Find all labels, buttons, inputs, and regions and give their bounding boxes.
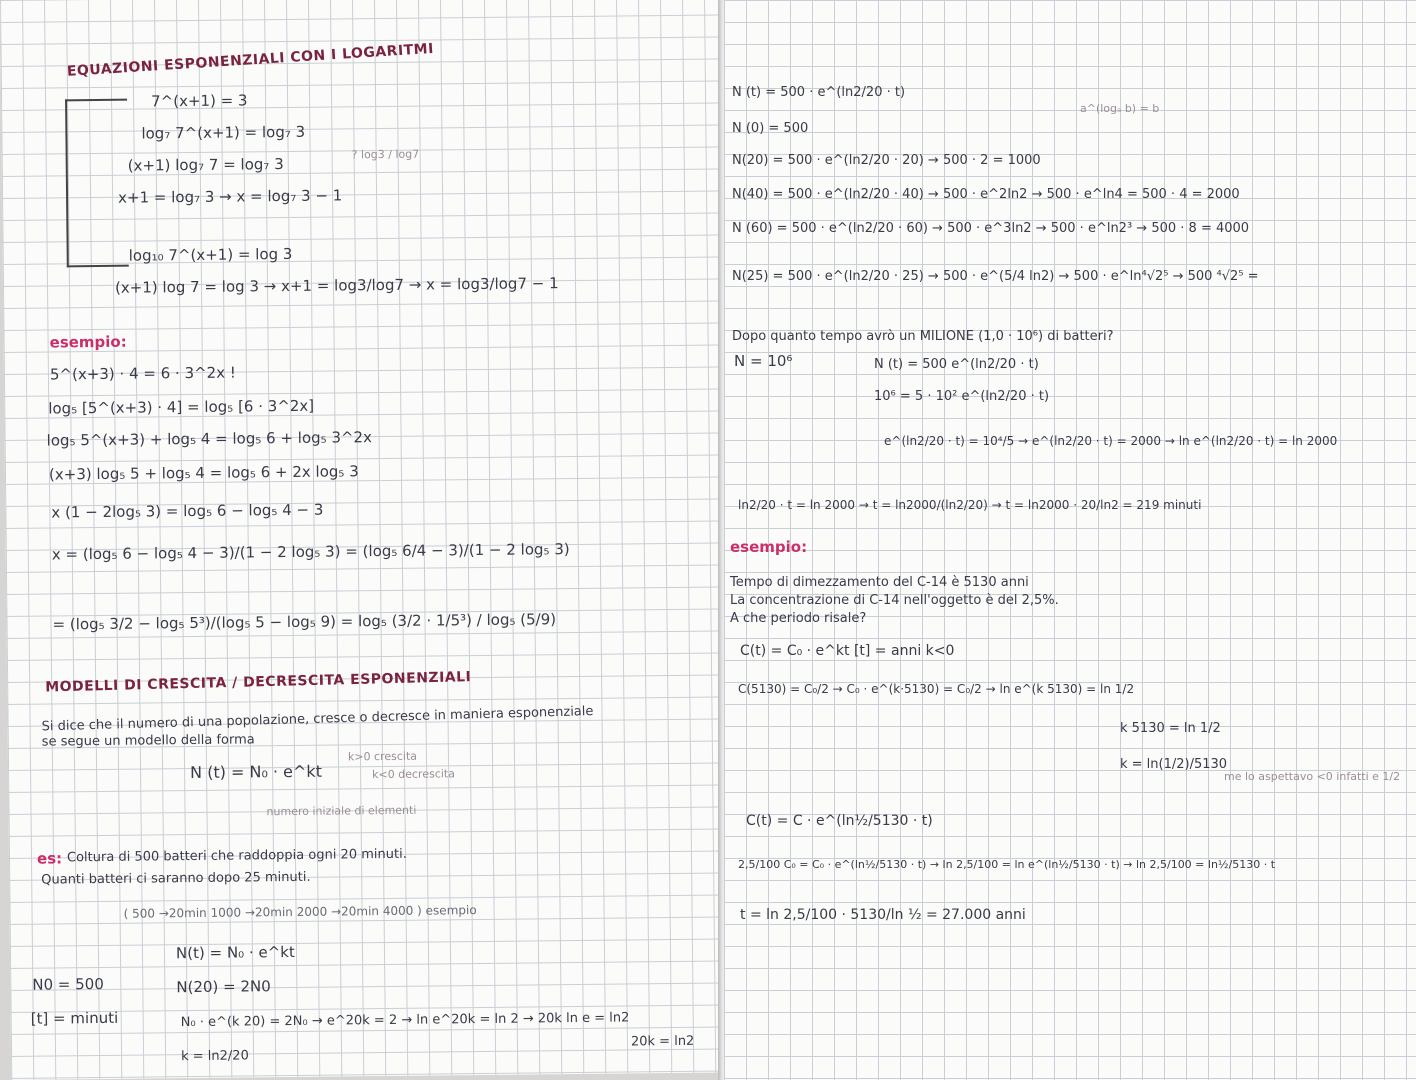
system-line: N(20) = 2N0 [176,977,271,997]
system-line: N(t) = N₀ · e^kt [175,942,295,963]
problem-line: Coltura di 500 batteri che raddoppia ogni 20 minuti. [66,846,407,866]
paragraph-line: Si dice che il numero di una popolazione, cresce o decresce in maniera esponenziale [41,704,594,735]
equation-line: N(25) = 500 · e^(ln2/20 · 25) → 500 · e^(5/4 ln2) → 500 · e^ln⁴√2⁵ → 500 ⁴√2⁵ = [732,269,1259,284]
equation-line: N (t) = 500 · e^(ln2/20 · t) [732,85,906,100]
solve-line: ln2/20 · t = ln 2000 → t = ln2000/(ln2/20) → t = ln2000 · 20/ln2 = 219 minuti [738,498,1202,512]
solve-line: e^(ln2/20 · t) = 10⁴/5 → e^(ln2/20 · t) = 2000 → ln e^(ln2/20 · t) = ln 2000 [884,434,1338,448]
note-n0: numero iniziale di elementi [266,803,417,819]
formula: N (t) = N₀ · e^kt [190,761,323,783]
corner-note: a^(logₐ b) = b [1080,102,1160,115]
equation-line: (x+1) log₇ 7 = log₇ 3 [127,155,284,175]
note-k-positive: k>0 crescita [347,749,418,764]
section-title: MODELLI DI CRESCITA / DECRESCITA ESPONENZIALI [45,669,472,696]
equation-line: N(20) = 500 · e^(ln2/20 · 20) → 500 · 2 = 1000 [732,153,1041,168]
equation-line: t = ln 2,5/100 · 5130/ln ½ = 27.000 anni [740,907,1026,923]
equation-line: log₇ 7^(x+1) = log₇ 3 [141,122,306,143]
equation-line: C(5130) = C₀/2 → C₀ · e^(k·5130) = C₀/2 → ln e^(k 5130) = ln 1/2 [738,682,1135,696]
question: Dopo quanto tempo avrò un MILIONE (1,0 · 10⁶) di batteri? [732,329,1114,344]
esempio-label: esempio: [49,332,127,352]
equation-line: log₅ 5^(x+3) + log₅ 4 = log₅ 6 + log₅ 3^2x [46,428,373,450]
equation-line: (x+1) log 7 = log 3 → x+1 = log3/log7 → x = log3/log7 − 1 [114,274,559,297]
solve-line: N₀ · e^(k 20) = 2N₀ → e^20k = 2 → ln e^20k = ln 2 → 20k ln e = ln2 [180,1010,630,1031]
equation-line: N (60) = 500 · e^(ln2/20 · 60) → 500 · e^3ln2 → 500 · e^ln2³ → 500 · 8 = 4000 [732,221,1250,236]
equation-line: x+1 = log₇ 3 → x = log₇ 3 − 1 [117,186,343,207]
paragraph-line: se segue un modello della forma [41,732,255,750]
equation-line: 7^(x+1) = 3 [150,91,248,111]
right-notebook-page [724,0,1416,1080]
es-label: es: [36,849,63,868]
esempio-label: esempio: [730,538,808,556]
given-n0: N0 = 500 [32,974,104,994]
problem-line: La concentrazione di C-14 nell'oggetto è del 2,5%. [730,593,1059,608]
solve-line: 10⁶ = 5 · 10² e^(ln2/20 · t) [874,389,1050,404]
equation-line: N(40) = 500 · e^(ln2/20 · 40) → 500 · e^2ln2 → 500 · e^ln4 = 500 · 4 = 2000 [732,187,1240,202]
solve-line: 20k = ln2 [630,1033,695,1050]
sequence-example: ( 500 →20min 1000 →20min 2000 →20min 4000 ) esempio [123,903,477,921]
k-note: me lo aspettavo <0 infatti e 1/2 [1224,770,1401,783]
given-t-unit: [t] = minuti [30,1008,119,1028]
given-n: N = 10⁶ [734,352,793,370]
problem-line: Quanti batteri ci saranno dopo 25 minuti. [41,869,311,888]
equation-line: N (0) = 500 [732,121,809,136]
equation-line: x = (log₅ 6 − log₅ 4 − 3)/(1 − 2 log₅ 3) = (log₅ 6/4 − 3)/(1 − 2 log₅ 3) [51,540,570,564]
bracket [65,99,129,268]
solve-line: k = ln2/20 [180,1048,249,1065]
equation-line: 2,5/100 C₀ = C₀ · e^(ln½/5130 · t) → ln 2,5/100 = ln e^(ln½/5130 · t) → ln 2,5/100 = ln½/5130 · t [738,858,1276,871]
equation-line: 5^(x+3) · 4 = 6 · 3^2x ! [49,363,236,384]
equation-line: k 5130 = ln 1/2 [1120,721,1221,736]
equation-line: log₅ [5^(x+3) · 4] = log₅ [6 · 3^2x] [48,396,315,418]
page-title: EQUAZIONI ESPONENZIALI CON I LOGARITMI [66,40,435,80]
equation-line: = (log₅ 3/2 − log₅ 5³)/(log₅ 5 − log₅ 9) = log₅ (3/2 · 1/5³) / log₅ (5/9) [52,610,557,634]
problem-line: A che periodo risale? [730,611,867,626]
equation-line: C(t) = C · e^(ln½/5130 · t) [746,813,933,829]
solve-line: N (t) = 500 e^(ln2/20 · t) [874,357,1039,372]
note-k-negative: k<0 decrescita [372,767,456,782]
equation-line: log₁₀ 7^(x+1) = log 3 [128,244,293,265]
equation-line: (x+3) log₅ 5 + log₅ 4 = log₅ 6 + 2x log₅ 3 [48,462,359,484]
problem-line: Tempo di dimezzamento del C-14 è 5130 anni [730,575,1029,590]
equation-line: x (1 − 2log₅ 3) = log₅ 6 − log₅ 4 − 3 [51,500,324,522]
equation-line: C(t) = C₀ · e^kt [t] = anni k<0 [740,643,955,659]
side-note: ? log3 / log7 [351,147,420,162]
equation-line: k = ln(1/2)/5130 [1120,757,1228,772]
